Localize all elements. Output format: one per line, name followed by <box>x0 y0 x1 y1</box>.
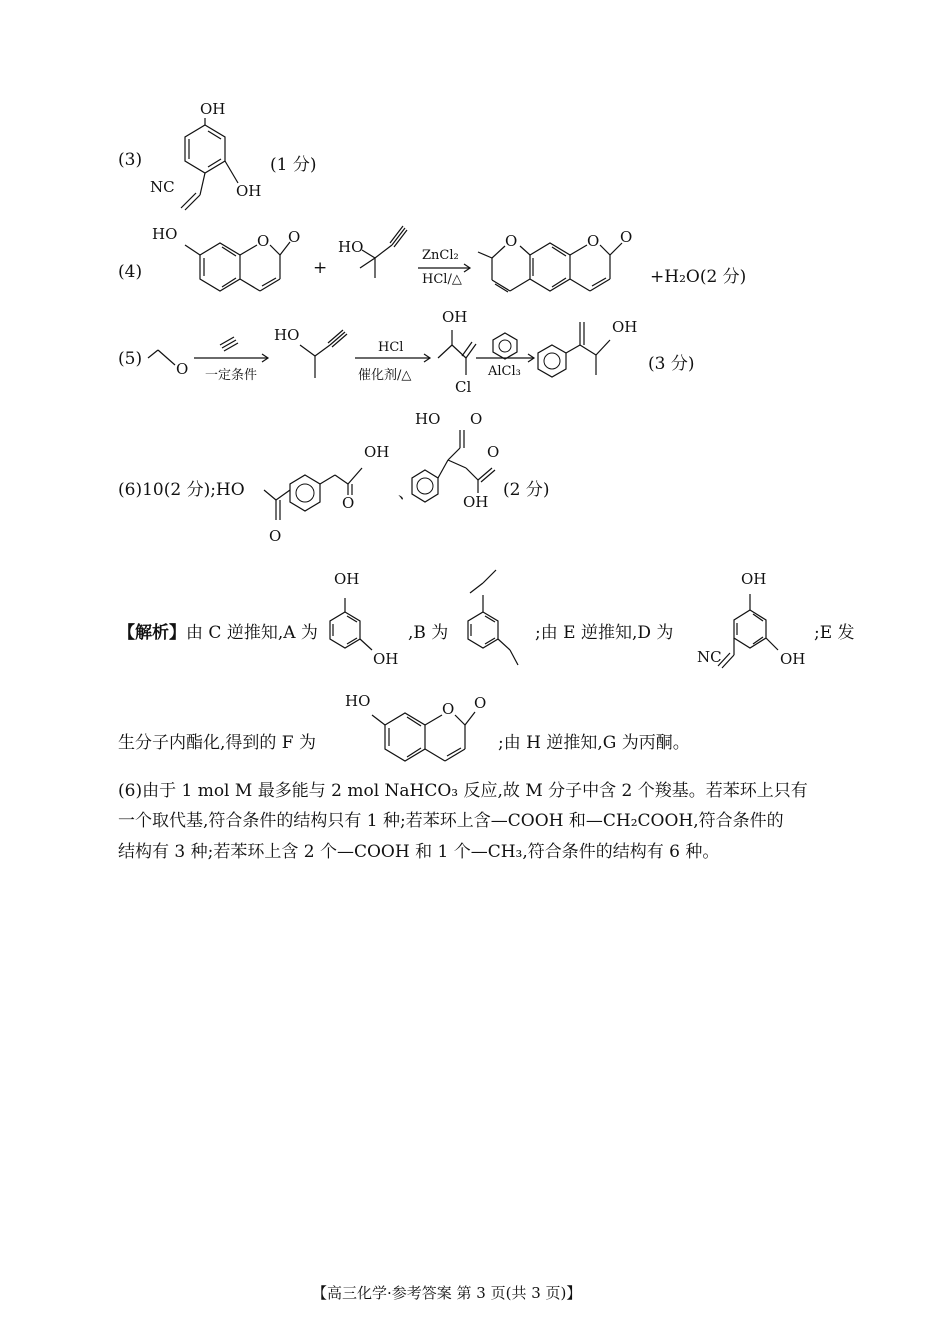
page-footer: 【高三化学·参考答案 第 3 页(共 3 页)】 <box>312 1284 582 1302</box>
analysis-B <box>468 570 518 665</box>
q6-o-3: O <box>470 410 483 428</box>
analysis-A <box>330 598 372 650</box>
a-oh-top: OH <box>334 570 360 588</box>
analysis-line-2b: ;由 H 逆推知,G 为丙酮。 <box>498 733 690 753</box>
q3-nc: NC <box>150 178 175 196</box>
q6-ho: HO <box>415 410 441 428</box>
q4-product-o-3: O <box>620 228 633 246</box>
q3-oh-bottom: OH <box>236 182 262 200</box>
q5-cl: Cl <box>455 378 472 396</box>
d-nc: NC <box>697 648 722 666</box>
analysis-line-1 <box>118 618 318 643</box>
q5-cond2: 催化剂/△ <box>358 368 412 383</box>
q5-ho: HO <box>274 326 300 344</box>
analysis-s4: ;E 发 <box>814 623 855 643</box>
q6-o-4: O <box>487 443 500 461</box>
q3-structure <box>181 118 238 210</box>
q5-score: (3 分) <box>648 354 695 374</box>
d-oh-top: OH <box>741 570 767 588</box>
q4-number: (4) <box>118 262 143 282</box>
q5-number: (5) <box>118 349 143 369</box>
q4-plus: + <box>313 258 328 278</box>
q5-alcl3: AlCl₃ <box>488 364 521 379</box>
analysis-p6-line-3: 结构有 3 种;若苯环上含 2 个—COOH 和 1 个—CH₃,符合条件的结构有 6 种。 <box>118 842 720 862</box>
analysis-s2: ,B 为 <box>408 623 449 643</box>
a-oh-bottom: OH <box>373 650 399 668</box>
q4-o-carbonyl: O <box>288 228 301 246</box>
q5-oh-1: OH <box>442 308 468 326</box>
q4-arrow <box>418 264 470 272</box>
q4-o-ring: O <box>257 232 270 250</box>
f-o-carbonyl: O <box>474 694 487 712</box>
q6-oh-2: OH <box>463 493 489 511</box>
analysis-F <box>372 712 475 761</box>
q6-score: (2 分) <box>503 480 550 500</box>
q4-product <box>478 243 622 292</box>
q4-ho-1: HO <box>152 225 178 243</box>
q4-product-o-1: O <box>505 232 518 250</box>
q6-o-2: O <box>269 527 282 545</box>
q4-alkynol <box>360 226 407 278</box>
q3-score: (1 分) <box>270 155 317 175</box>
analysis-D <box>718 594 778 668</box>
q4-tail: +H₂O(2 分) <box>650 267 747 287</box>
analysis-s3: ;由 E 逆推知,D 为 <box>535 623 674 643</box>
f-o-ring: O <box>442 700 455 718</box>
analysis-p6-line-2: 一个取代基,符合条件的结构只有 1 种;若苯环上含—COOH 和—CH₂COOH,符合条件的 <box>118 811 784 831</box>
q6-oh-1: OH <box>364 443 390 461</box>
d-oh-bottom: OH <box>780 650 806 668</box>
q3-oh-top: OH <box>200 100 226 118</box>
q6-separator: 、 <box>398 483 415 503</box>
q3-number: (3) <box>118 150 143 170</box>
analysis-line-2a: 生分子内酯化,得到的 F 为 <box>118 733 317 753</box>
f-ho: HO <box>345 692 371 710</box>
q4-catalyst-bottom: HCl/△ <box>422 272 462 287</box>
analysis-s1: 由 C 逆推知,A 为 <box>186 623 318 643</box>
q6-prefix: (6)10(2 分);HO <box>118 480 245 500</box>
analysis-tag: 【解析】 <box>118 623 186 643</box>
q5-oh-2: OH <box>612 318 638 336</box>
q6-o-1: O <box>342 494 355 512</box>
q5-hcl: HCl <box>378 340 404 355</box>
analysis-p6-line-1: (6)由于 1 mol M 最多能与 2 mol NaHCO₃ 反应,故 M 分子中含 2 个羧基。若苯环上只有 <box>118 781 808 801</box>
q4-coumarin <box>185 242 290 291</box>
q6-structure-2 <box>412 430 495 502</box>
q5-o: O <box>176 360 189 378</box>
q5-cond1: 一定条件 <box>205 368 258 383</box>
q4-catalyst-top: ZnCl₂ <box>422 248 459 263</box>
q4-ho-2: HO <box>338 238 364 256</box>
q4-product-o-2: O <box>587 232 600 250</box>
